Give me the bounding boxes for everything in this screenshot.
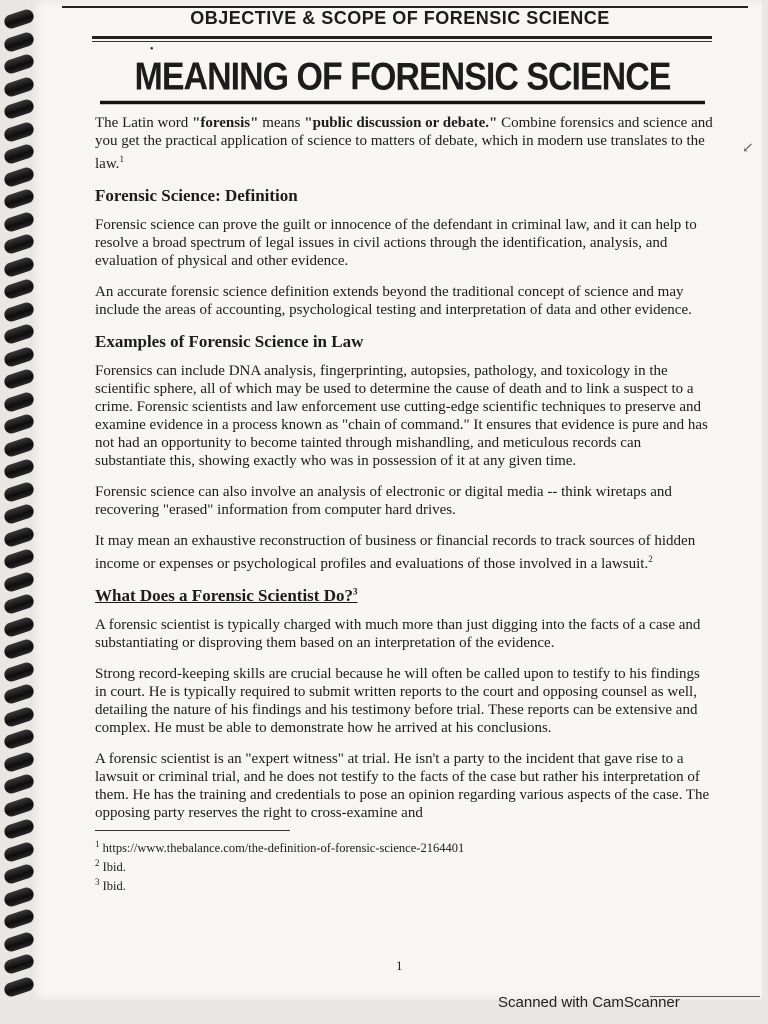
spiral-coil (3, 818, 36, 841)
spiral-coil (3, 120, 36, 143)
spiral-coil (3, 345, 36, 368)
spiral-coil (3, 480, 36, 503)
spiral-coil (3, 233, 36, 256)
spiral-coil (3, 930, 36, 953)
page-number: 1 (396, 958, 403, 973)
footnote-ref: 3 (352, 586, 358, 597)
examples-paragraph-2: Forensic science can also involve an analysis of electronic or digital media -- think wiretaps and recovering "erased" information from computer hard drives. (95, 484, 672, 518)
scanner-watermark: Scanned with CamScanner (498, 994, 680, 1011)
spiral-coil (3, 30, 36, 53)
forensis-meaning: "public discussion or debate." (304, 115, 498, 131)
spiral-coil (3, 570, 36, 593)
spiral-coil (3, 435, 36, 458)
footnote-2: $^2$ Ibid. (95, 858, 126, 875)
spiral-coil (3, 705, 36, 728)
forensis-term: "forensis" (192, 115, 259, 131)
footnote-link[interactable]: https://www.thebalance.com/the-definition-of-forensic-science-2164401 (102, 841, 465, 856)
definition-paragraph-2: An accurate forensic science definition extends beyond the traditional concept of science and may include the areas of accounting, psychological testing and interpretation of data and other evidence. (95, 284, 692, 318)
header-underline-thin (92, 41, 712, 42)
spiral-coil (3, 525, 36, 548)
pencil-mark: ↙ (742, 141, 754, 156)
spiral-coil (3, 593, 36, 616)
spiral-coil (3, 638, 36, 661)
spiral-coil (3, 210, 36, 233)
spiral-coil (3, 278, 36, 301)
footnote-divider (95, 830, 290, 831)
spiral-coil (3, 8, 36, 31)
spiral-binding (0, 0, 42, 1000)
spiral-coil (3, 615, 36, 638)
spiral-coil (3, 795, 36, 818)
spiral-coil (3, 728, 36, 751)
spiral-coil (3, 368, 36, 391)
document-body (95, 114, 715, 894)
scientist-paragraph-3: A forensic scientist is an "expert witness" at trial. He isn't a party to the incident that gave rise to a lawsuit or criminal trial, and he does not testify to the facts of the case but rather his interpretation of them. He has the training and credentials to pose an opinion regarding various aspects of the case. The opposing party reserves the right to cross-examine and (95, 751, 710, 821)
spiral-coil (3, 953, 36, 976)
spiral-coil (3, 323, 36, 346)
spiral-coil (3, 683, 36, 706)
spiral-coil (3, 390, 36, 413)
spiral-coil (3, 98, 36, 121)
footnote-3: $^3$ Ibid. (95, 877, 126, 894)
heading-examples: Examples of Forensic Science in Law (95, 332, 364, 351)
examples-paragraph-3: It may mean an exhaustive reconstruction of business or financial records to track sources of hidden income or expenses or psychological profiles and evaluations of those involved in a lawsuit.$^2$ (95, 533, 696, 572)
intro-paragraph: The Latin word "forensis" means "public discussion or debate." Combine forensics and science and you get the practical application of science to matters of debate, which in modern use translates to the law.$^1$ (95, 115, 713, 172)
footnote-ref: 2 (648, 554, 653, 564)
spiral-coil (3, 300, 36, 323)
spiral-coil (3, 750, 36, 773)
spiral-coil (3, 188, 36, 211)
header-underline (92, 36, 712, 39)
spiral-coil (3, 75, 36, 98)
header-title: OBJECTIVE & SCOPE OF FORENSIC SCIENCE (190, 8, 610, 28)
spiral-coil (3, 975, 36, 998)
scientist-paragraph-2: Strong record-keeping skills are crucial because he will often be called upon to testify to his findings in court. He is typically required to submit written reports to the court and opposing counsel as well, detailing the nature of his findings and his testimony before trial. These reports can be extensive and complex. He must be able to demonstrate how he arrived at his conclusions. (95, 666, 700, 736)
spiral-coil (3, 660, 36, 683)
definition-paragraph-1: Forensic science can prove the guilt or innocence of the defendant in criminal law, and it can help to resolve a broad spectrum of legal issues in civil actions through the identification, analysis, and evaluation of physical and other evidence. (95, 217, 697, 269)
ink-dot: • (150, 44, 154, 55)
spiral-coil (3, 53, 36, 76)
examples-paragraph-1: Forensics can include DNA analysis, fingerprinting, autopsies, pathology, and toxicology in the scientific sphere, all of which may be used to determine the cause of death and to link a suspect to a crime. Forensic scientists and law enforcement use cutting-edge scientific techniques to preserve and examine evidence in a process known as "chain of command." It ensures that evidence is pure and has not had an opportunity to become tainted through mishandling, and meticulous records can substantiate this, showing exactly who was in possession of it at any given time. (95, 363, 708, 469)
footnote-ref: 1 (119, 154, 124, 164)
footnote-1: $^1$ https://www.thebalance.com/the-definition-of-forensic-science-2164401 (95, 839, 465, 856)
spiral-coil (3, 255, 36, 278)
spiral-coil (3, 908, 36, 931)
spiral-coil (3, 413, 36, 436)
spiral-coil (3, 143, 36, 166)
spiral-coil (3, 165, 36, 188)
spiral-coil (3, 458, 36, 481)
spiral-coil (3, 548, 36, 571)
page-title: MEANING OF FORENSIC SCIENCE (100, 55, 705, 104)
heading-scientist: What Does a Forensic Scientist Do?$^3$ (95, 586, 358, 605)
spiral-coil (3, 773, 36, 796)
spiral-coil (3, 885, 36, 908)
spiral-coil (3, 863, 36, 886)
spiral-coil (3, 840, 36, 863)
spiral-coil (3, 503, 36, 526)
scientist-paragraph-1: A forensic scientist is typically charged with much more than just digging into the facts of a case and substantiating or disproving them based on an interpretation of the evidence. (95, 617, 701, 651)
heading-definition: Forensic Science: Definition (95, 186, 298, 205)
